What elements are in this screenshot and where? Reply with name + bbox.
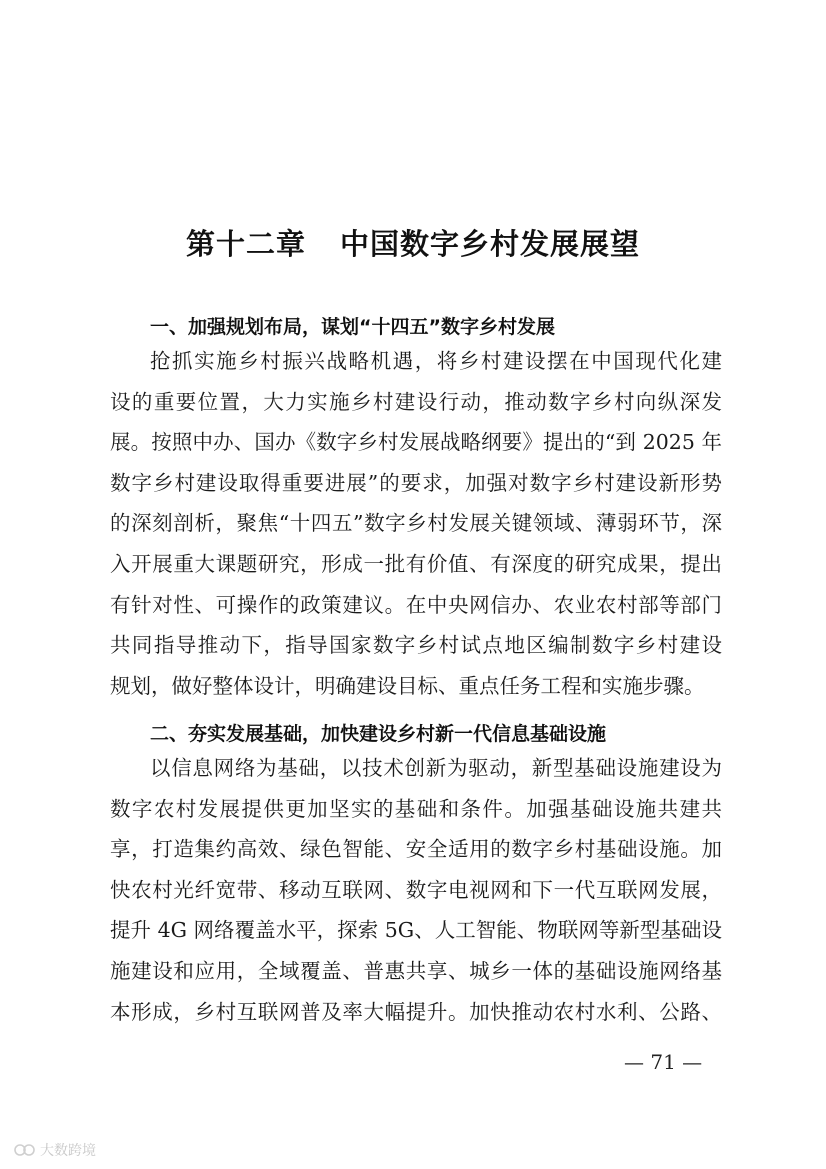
text-line: 设的重要位置，大力实施乡村建设行动，推动数字乡村向纵深发 — [110, 389, 722, 414]
section-heading-2: 二、夯实发展基础，加快建设乡村新一代信息基础设施 — [150, 723, 607, 745]
text-line: 本形成，乡村互联网普及率大幅提升。加快推动农村水利、公路、 — [110, 999, 722, 1024]
watermark — [14, 1140, 96, 1160]
text-line: 展。按照中办、国办《数字乡村发展战略纲要》提出的“到 2025 年 — [110, 430, 722, 455]
text-line: 提升 4G 网络覆盖水平，探索 5G、人工智能、物联网等新型基础设 — [110, 918, 722, 943]
text-line: 入开展重大课题研究，形成一批有价值、有深度的研究成果，提出 — [110, 551, 722, 576]
section-2-paragraph — [110, 748, 722, 1032]
text-line: 享，打造集约高效、绿色智能、安全适用的数字乡村基础设施。加 — [110, 837, 722, 862]
text-line: 施建设和应用，全域覆盖、普惠共享、城乡一体的基础设施网络基 — [110, 958, 722, 983]
chapter-number: 第十二章 — [185, 227, 306, 261]
text-line: 数字乡村建设取得重要进展”的要求，加强对数字乡村建设新形势 — [110, 470, 722, 495]
text-line: 快农村光纤宽带、移动互联网、数字电视网和下一代互联网发展， — [110, 877, 722, 902]
text-line: 以信息网络为基础，以技术创新为驱动，新型基础设施建设为 — [150, 756, 722, 780]
page-number: — 71 — — [624, 1050, 703, 1074]
text-line: 抢抓实施乡村振兴战略机遇，将乡村建设摆在中国现代化建 — [150, 349, 722, 373]
section-heading-1: 一、加强规划布局，谋划“十四五”数字乡村发展 — [150, 316, 555, 338]
text-line: 规划，做好整体设计，明确建设目标、重点任务工程和实施步骤。 — [110, 673, 705, 698]
text-line: 有针对性、可操作的政策建议。在中央网信办、农业农村部等部门 — [110, 592, 722, 617]
chapter-title — [0, 222, 826, 263]
section-1-paragraph — [110, 341, 722, 706]
text-line: 共同指导推动下，指导国家数字乡村试点地区编制数字乡村建设 — [110, 633, 722, 658]
chapter-name: 中国数字乡村发展展望 — [340, 227, 641, 261]
watermark-logo-icon — [14, 1142, 36, 1158]
text-line: 的深刻剖析，聚焦“十四五”数字乡村发展关键领域、薄弱环节，深 — [110, 511, 722, 536]
text-line: 数字农村发展提供更加坚实的基础和条件。加强基础设施共建共 — [110, 796, 722, 821]
watermark-text: 大数跨境 — [40, 1143, 96, 1159]
